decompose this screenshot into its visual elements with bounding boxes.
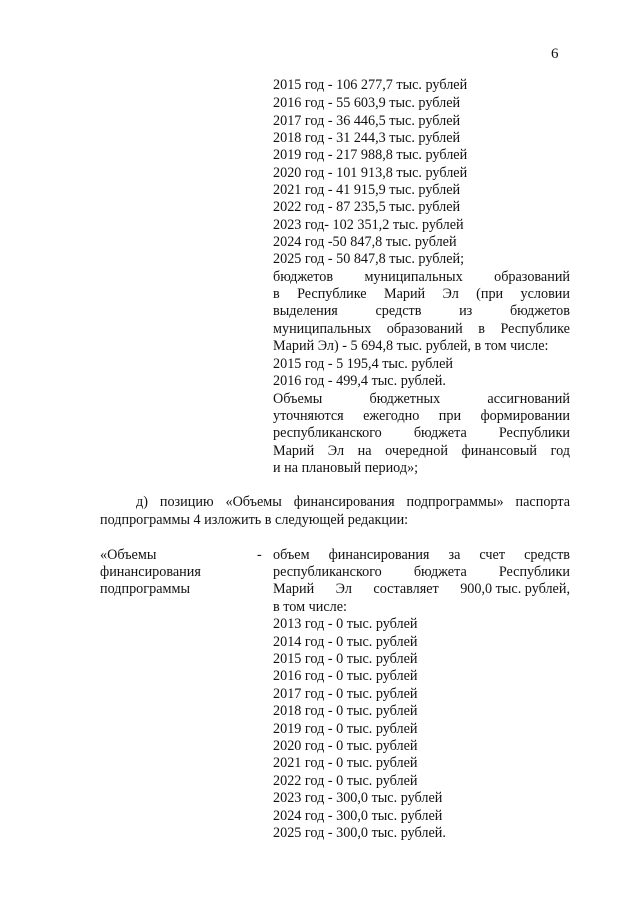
word: Республике bbox=[297, 286, 367, 302]
list-item: 2021 год - 41 915,9 тыс. рублей bbox=[273, 182, 461, 198]
word: республиканского bbox=[273, 564, 382, 580]
paragraph-line bbox=[273, 580, 570, 598]
paragraph-line bbox=[273, 407, 570, 425]
word: муниципальных bbox=[364, 269, 463, 285]
word: Марий bbox=[383, 286, 426, 302]
list-item: 2018 год - 0 тыс. рублей bbox=[273, 703, 418, 719]
paragraph-line bbox=[273, 546, 570, 564]
word: бюджета bbox=[413, 564, 467, 580]
word: при bbox=[438, 408, 462, 424]
list-item: 2015 год - 0 тыс. рублей bbox=[273, 651, 418, 667]
list-item: 2023 год- 102 351,2 тыс. рублей bbox=[273, 217, 464, 233]
paragraph-line bbox=[273, 424, 570, 442]
word: Республики bbox=[498, 564, 570, 580]
list-item: 2020 год - 0 тыс. рублей bbox=[273, 738, 418, 754]
paragraph-line bbox=[273, 390, 570, 408]
list-item: 2025 год - 300,0 тыс. рублей. bbox=[273, 825, 446, 841]
word: паспорта bbox=[515, 494, 570, 510]
row-label-line: «Объемы bbox=[100, 547, 157, 563]
word: формировании bbox=[480, 408, 570, 424]
word: подпрограммы» bbox=[406, 494, 504, 510]
word: составляет bbox=[373, 581, 439, 597]
list-item: 2014 год - 0 тыс. рублей bbox=[273, 634, 418, 650]
list-item: 2013 год - 0 тыс. рублей bbox=[273, 616, 418, 632]
word: за bbox=[448, 547, 461, 563]
list-item: 2020 год - 101 913,8 тыс. рублей bbox=[273, 165, 468, 181]
word: очередной bbox=[385, 443, 448, 459]
row-label-line: финансирования bbox=[100, 564, 201, 580]
word: Эл bbox=[335, 581, 352, 597]
word: бюджета bbox=[413, 425, 467, 441]
row-label-line: подпрограммы bbox=[100, 581, 190, 597]
word: объем bbox=[273, 547, 310, 563]
paragraph-line: и на плановый период»; bbox=[273, 460, 419, 476]
page-number: 6 bbox=[551, 46, 559, 62]
paragraph-line bbox=[273, 285, 570, 303]
word: Эл bbox=[327, 443, 345, 459]
word: на bbox=[357, 443, 372, 459]
word: из bbox=[459, 303, 473, 319]
word: д) bbox=[136, 494, 148, 510]
paragraph-line: подпрограммы 4 изложить в следующей редакции: bbox=[100, 512, 409, 528]
list-item: 2024 год -50 847,8 тыс. рублей bbox=[273, 234, 457, 250]
list-item: 2024 год - 300,0 тыс. рублей bbox=[273, 808, 443, 824]
list-item: 2016 год - 499,4 тыс. рублей. bbox=[273, 373, 446, 389]
word: средств bbox=[524, 547, 570, 563]
list-item: 2018 год - 31 244,3 тыс. рублей bbox=[273, 130, 461, 146]
list-item: 2017 год - 0 тыс. рублей bbox=[273, 686, 418, 702]
word: Республики bbox=[498, 425, 570, 441]
word: в bbox=[478, 321, 485, 337]
list-item: 2023 год - 300,0 тыс. рублей bbox=[273, 790, 443, 806]
list-item: 2022 год - 0 тыс. рублей bbox=[273, 773, 418, 789]
word: в bbox=[273, 286, 280, 302]
list-item: 2022 год - 87 235,5 тыс. рублей bbox=[273, 199, 461, 215]
word: Эл bbox=[442, 286, 459, 302]
list-item: 2016 год - 0 тыс. рублей bbox=[273, 668, 418, 684]
word: выделения bbox=[273, 303, 338, 319]
word: счет bbox=[479, 547, 506, 563]
separator-dash: - bbox=[257, 547, 262, 563]
word: (при bbox=[476, 286, 504, 302]
word: средств bbox=[375, 303, 422, 319]
list-item: 2025 год - 50 847,8 тыс. рублей; bbox=[273, 251, 465, 267]
paragraph-line: Марий Эл) - 5 694,8 тыс. рублей, в том числе: bbox=[273, 338, 549, 354]
word: условии bbox=[520, 286, 570, 302]
list-item: 2019 год - 217 988,8 тыс. рублей bbox=[273, 147, 468, 163]
word: финансовый bbox=[461, 443, 538, 459]
paragraph-line bbox=[136, 493, 570, 511]
word: позицию bbox=[159, 494, 214, 510]
list-item: 2017 год - 36 446,5 тыс. рублей bbox=[273, 113, 461, 129]
word: ежегодно bbox=[363, 408, 420, 424]
list-item: 2015 год - 5 195,4 тыс. рублей bbox=[273, 356, 453, 372]
word: Марий bbox=[273, 443, 315, 459]
paragraph-line bbox=[273, 320, 570, 338]
word: образований bbox=[494, 269, 570, 285]
paragraph-line: в том числе: bbox=[273, 599, 347, 615]
list-item: 2016 год - 55 603,9 тыс. рублей bbox=[273, 95, 461, 111]
word: уточняются bbox=[273, 408, 344, 424]
paragraph-line bbox=[273, 268, 570, 286]
word: «Объемы bbox=[225, 494, 282, 510]
paragraph-line bbox=[273, 302, 570, 320]
word: образований bbox=[386, 321, 463, 337]
word: Республике bbox=[500, 321, 570, 337]
word: бюджетных bbox=[369, 391, 441, 407]
list-item: 2015 год - 106 277,7 тыс. рублей bbox=[273, 77, 468, 93]
word: бюджетов bbox=[509, 303, 570, 319]
word: ассигнований bbox=[487, 391, 570, 407]
word: год bbox=[550, 443, 570, 459]
word: 900,0 тыс. рублей, bbox=[460, 581, 570, 597]
word: бюджетов bbox=[273, 269, 334, 285]
paragraph-line bbox=[273, 563, 570, 581]
list-item: 2019 год - 0 тыс. рублей bbox=[273, 721, 418, 737]
word: Объемы bbox=[273, 391, 323, 407]
word: финансирования bbox=[293, 494, 395, 510]
list-item: 2021 год - 0 тыс. рублей bbox=[273, 755, 418, 771]
paragraph-line bbox=[273, 442, 570, 460]
word: республиканского bbox=[273, 425, 382, 441]
word: Марий bbox=[273, 581, 315, 597]
word: финансирования bbox=[328, 547, 430, 563]
word: муниципальных bbox=[273, 321, 372, 337]
